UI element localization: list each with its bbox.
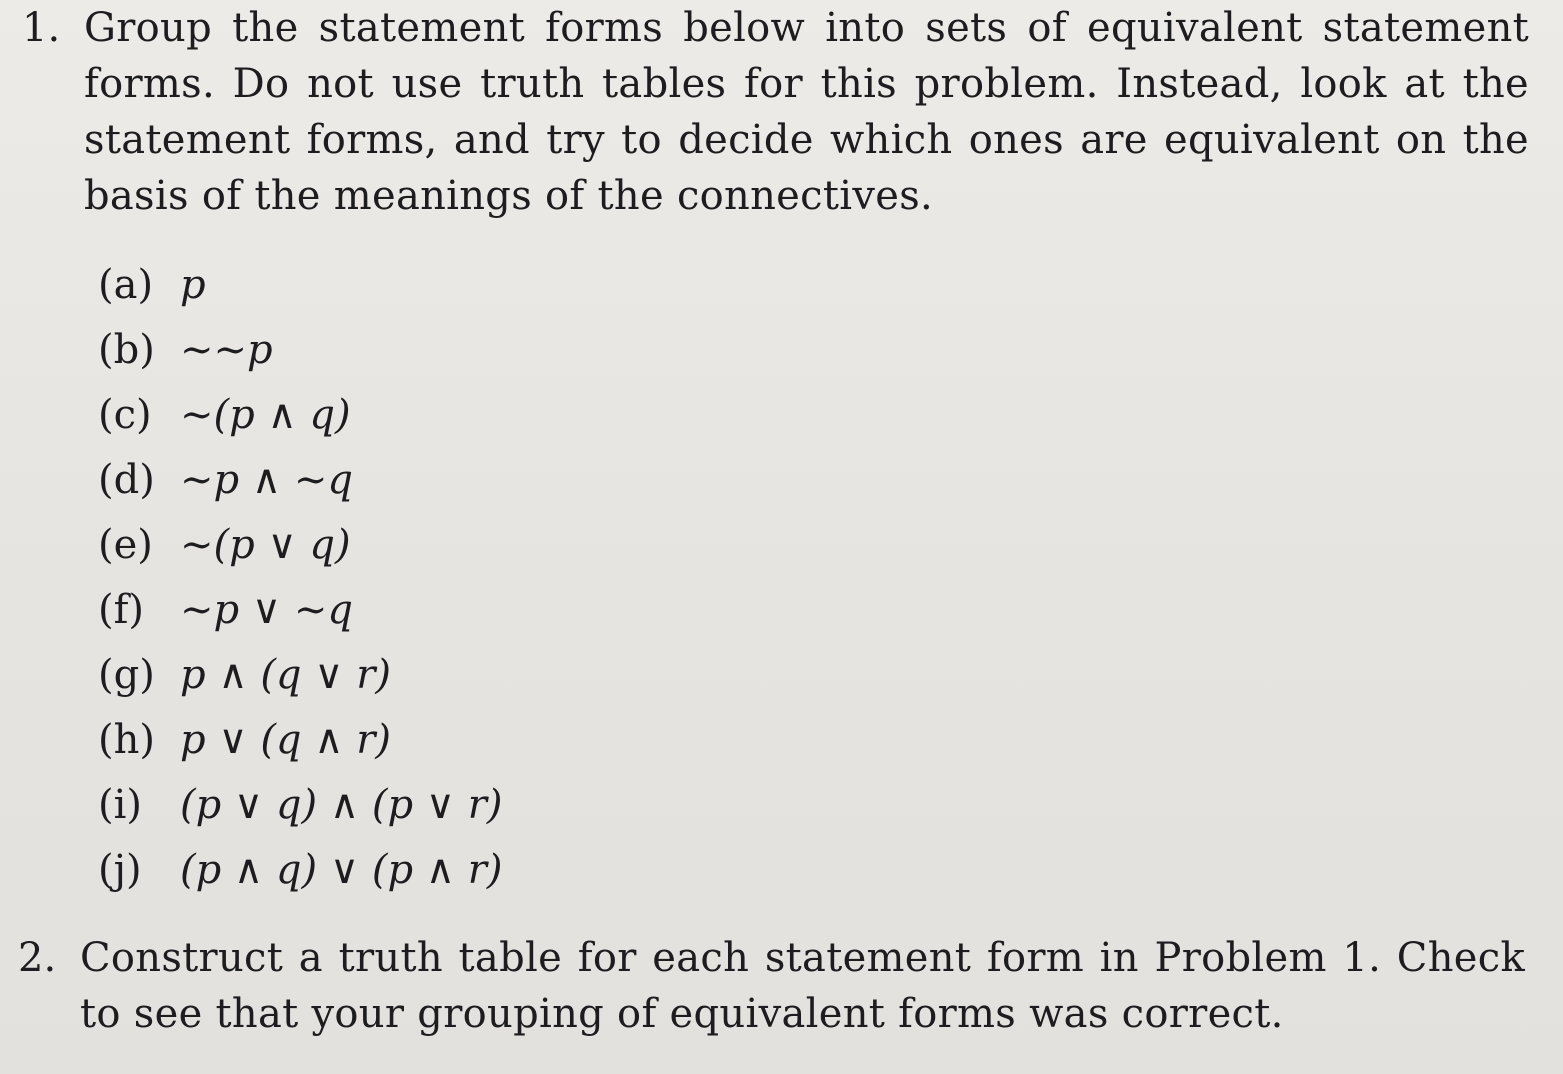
statement-form-a (98, 252, 502, 317)
statement-form-list (98, 252, 502, 902)
statement-form-g (98, 642, 502, 707)
item-expression: ∼(p ∧ q) (180, 391, 351, 438)
item-label: (e) (98, 521, 153, 568)
statement-form-j (98, 837, 502, 902)
statement-form-i (98, 772, 502, 837)
statement-form-f (98, 577, 502, 642)
item-expression: ∼∼p (180, 326, 273, 373)
item-label: (c) (98, 391, 152, 438)
statement-form-b (98, 317, 502, 382)
statement-form-c (98, 382, 502, 447)
item-expression: p (180, 261, 206, 308)
item-label: (f) (98, 586, 145, 633)
item-expression: ∼p ∨ ∼q (180, 586, 353, 633)
problem-1-text: Group the statement forms below into sets of equivalent statement forms. Do not use truth tables for this problem. Instead, look at the statement forms, and try to decide which ones are equivalent on the basis of the meanings of the connectives. (84, 5, 1529, 219)
item-label: (i) (98, 781, 143, 828)
statement-form-d (98, 447, 502, 512)
problem-2-text: Construct a truth table for each statement form in Problem 1. Check to see that your grouping of equivalent forms was correct. (80, 935, 1525, 1037)
item-label: (g) (98, 651, 155, 698)
problem-1-number: 1. (22, 5, 61, 51)
item-expression: (p ∨ q) ∧ (p ∨ r) (180, 781, 503, 828)
item-expression: ∼(p ∨ q) (180, 521, 351, 568)
item-label: (h) (98, 716, 155, 763)
statement-form-e (98, 512, 502, 577)
item-expression: p ∨ (q ∧ r) (180, 716, 391, 763)
item-label: (j) (98, 846, 142, 893)
item-label: (b) (98, 326, 155, 373)
item-expression: p ∧ (q ∨ r) (180, 651, 391, 698)
item-label: (d) (98, 456, 155, 503)
item-expression: (p ∧ q) ∨ (p ∧ r) (180, 846, 503, 893)
statement-form-h (98, 707, 502, 772)
problem-2-number: 2. (18, 935, 57, 981)
item-label: (a) (98, 261, 154, 308)
item-expression: ∼p ∧ ∼q (180, 456, 353, 503)
